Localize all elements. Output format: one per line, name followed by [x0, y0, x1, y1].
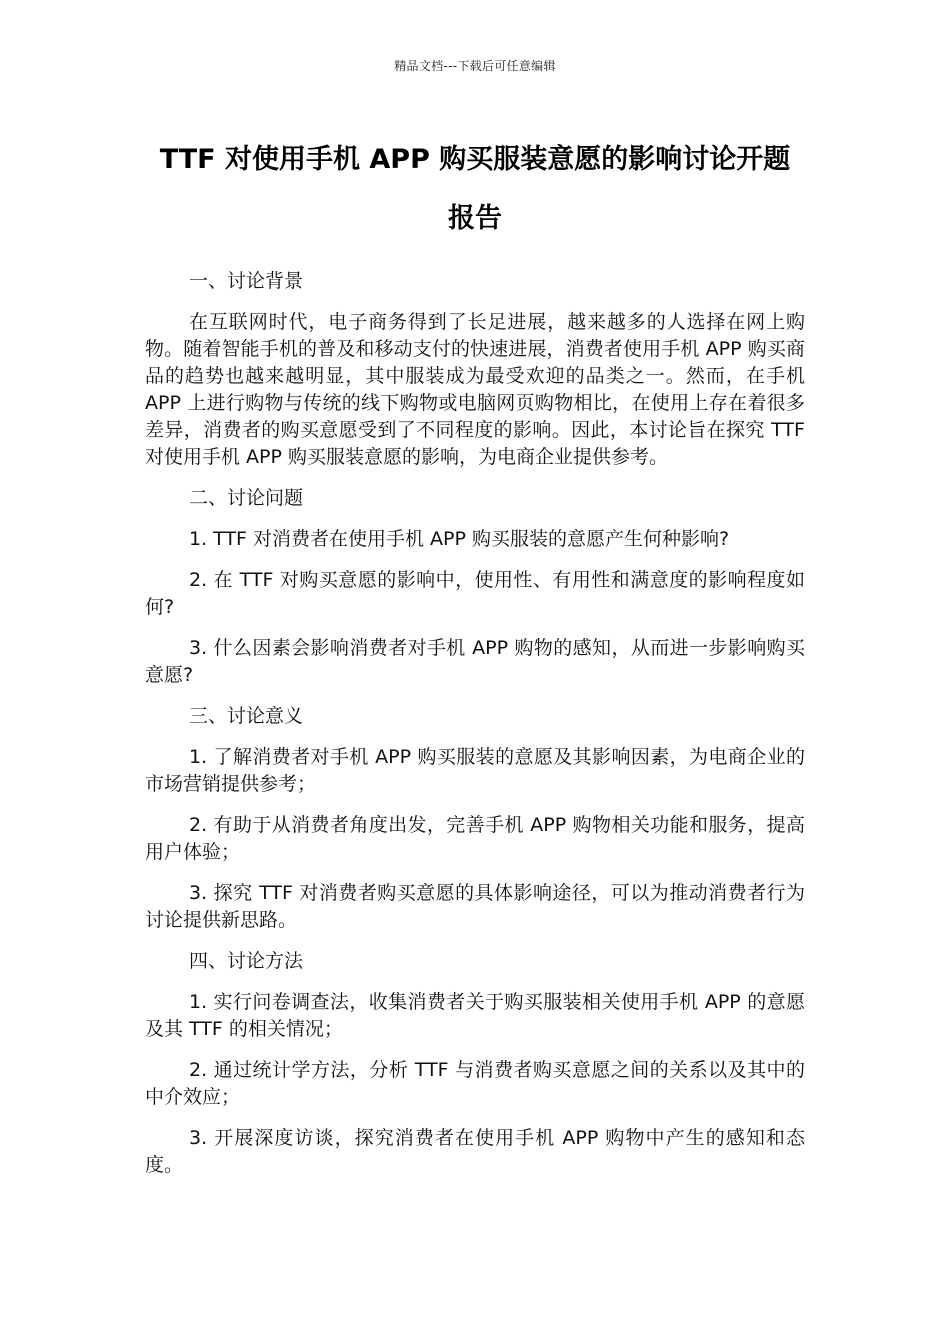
list-item: 3. 探究 TTF 对消费者购买意愿的具体影响途径，可以为推动消费者行为讨论提供新思路。	[145, 882, 805, 931]
document-title-line-1: TTF 对使用手机 APP 购买服装意愿的影响讨论开题	[159, 144, 791, 175]
paragraph: 在互联网时代，电子商务得到了长足进展，越来越多的人选择在网上购物。随着智能手机的普及和移动支付的快速进展，消费者使用手机 APP 购买商品的趋势也越来越明显，其中服装成为最受欢迎的品类之一。然而，在手机 APP 上进行购物与传统的线下购物或电脑网页购物相比，在使用上存在着很多差异，消费者的购买意愿受到了不同程度的影响。因此，本讨论旨在探究 TTF 对使用手机 APP 购买服装意愿的影响，为电商企业提供参考。	[145, 311, 805, 468]
list-item: 2. 通过统计学方法，分析 TTF 与消费者购买意愿之间的关系以及其中的中介效应；	[145, 1059, 805, 1108]
document-title-line-2: 报告	[448, 203, 502, 234]
section-heading-methods: 四、讨论方法	[189, 950, 304, 972]
page-header: 精品文档---下载后可任意编辑	[394, 59, 556, 73]
section-heading-background: 一、讨论背景	[189, 270, 304, 292]
list-item: 2. 有助于从消费者角度出发，完善手机 APP 购物相关功能和服务，提高用户体验；	[145, 814, 805, 863]
list-item: 3. 什么因素会影响消费者对手机 APP 购物的感知，从而进一步影响购买意愿?	[145, 637, 805, 686]
section-heading-questions: 二、讨论问题	[189, 487, 304, 509]
list-item: 1. 了解消费者对手机 APP 购买服装的意愿及其影响因素，为电商企业的市场营销提供参考；	[145, 746, 805, 795]
list-item: 3. 开展深度访谈，探究消费者在使用手机 APP 购物中产生的感知和态度。	[145, 1127, 805, 1176]
list-item: 1. 实行问卷调查法，收集消费者关于购买服装相关使用手机 APP 的意愿及其 TTF 的相关情况；	[145, 991, 805, 1040]
list-item: 1. TTF 对消费者在使用手机 APP 购买服装的意愿产生何种影响?	[189, 528, 730, 550]
document-body	[145, 268, 805, 1193]
document-title	[100, 130, 850, 248]
list-item: 2. 在 TTF 对购买意愿的影响中，使用性、有用性和满意度的影响程度如何?	[145, 569, 805, 618]
section-heading-significance: 三、讨论意义	[189, 705, 304, 727]
